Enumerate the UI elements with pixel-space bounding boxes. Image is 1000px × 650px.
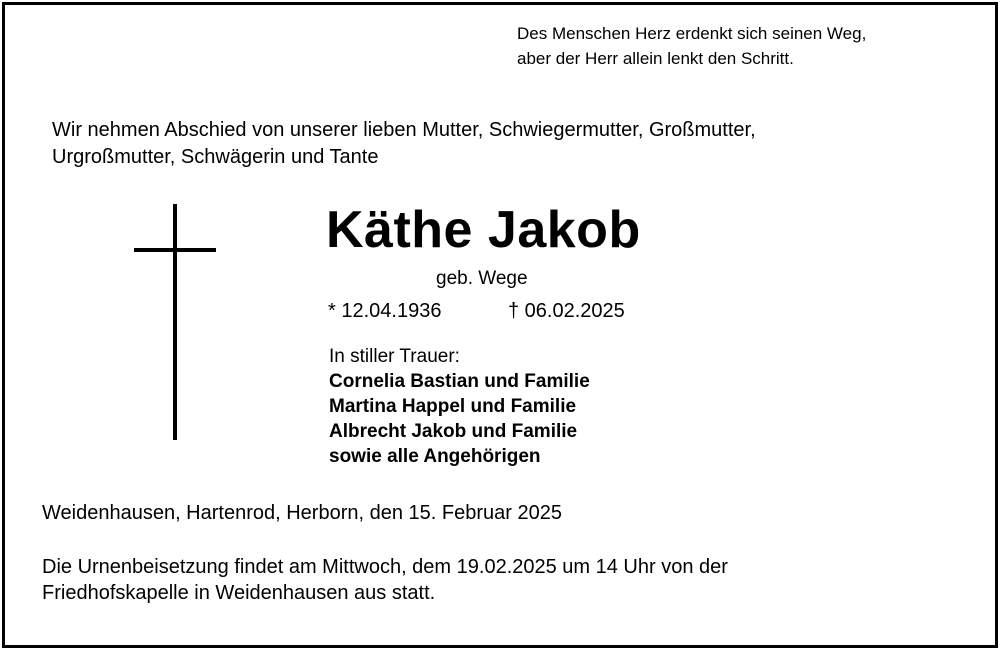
mourners-block — [329, 344, 590, 469]
latin-cross-icon — [134, 204, 216, 440]
birth-date: * 12.04.1936 — [328, 300, 442, 322]
deceased-name: Käthe Jakob — [326, 201, 641, 259]
mourner-name: Albrecht Jakob und Familie — [329, 421, 578, 442]
burial-notice — [42, 554, 728, 606]
death-date: † 06.02.2025 — [508, 300, 625, 322]
farewell-intro — [52, 117, 756, 171]
mourner-name: Cornelia Bastian und Familie — [329, 371, 590, 392]
bible-quote — [517, 21, 866, 71]
quote-line-1: Des Menschen Herz erdenkt sich seinen Weg, — [517, 24, 867, 43]
notice-line-2: Friedhofskapelle in Weidenhausen aus statt. — [42, 582, 436, 604]
maiden-name: geb. Wege — [436, 268, 528, 289]
life-dates — [328, 298, 625, 324]
place-and-date: Weidenhausen, Hartenrod, Herborn, den 15. Februar 2025 — [42, 502, 562, 524]
mourner-name: sowie alle Angehörigen — [329, 446, 541, 467]
quote-line-2: aber der Herr allein lenkt den Schritt. — [517, 49, 794, 68]
intro-line-2: Urgroßmutter, Schwägerin und Tante — [52, 146, 379, 168]
mourners-intro: In stiller Trauer: — [329, 346, 460, 367]
mourner-name: Martina Happel und Familie — [329, 396, 577, 417]
intro-line-1: Wir nehmen Abschied von unserer lieben Mutter, Schwiegermutter, Großmutter, — [52, 119, 756, 141]
notice-line-1: Die Urnenbeisetzung findet am Mittwoch, dem 19.02.2025 um 14 Uhr von der — [42, 556, 728, 578]
